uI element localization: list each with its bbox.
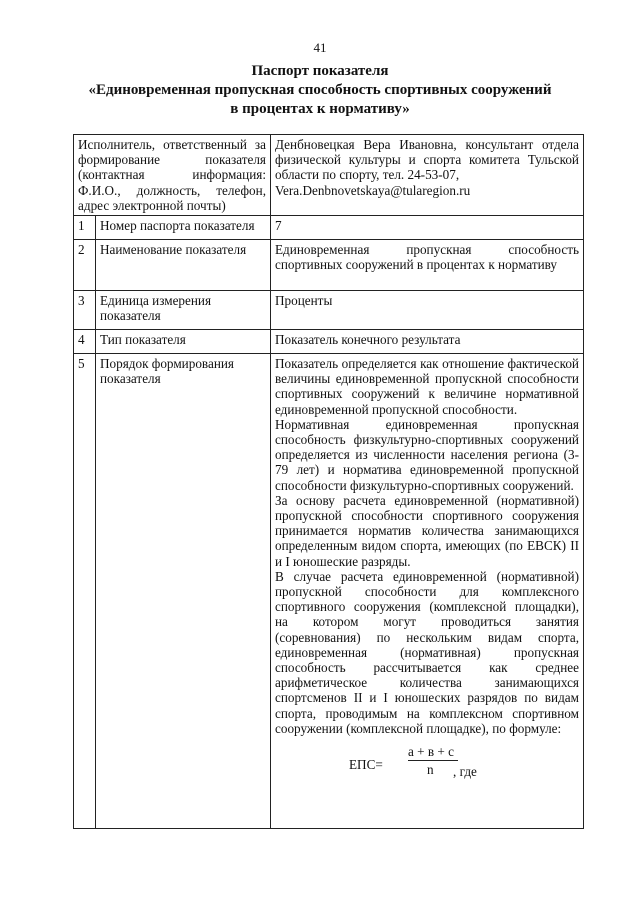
executor-label: Исполнитель, ответственный за формирование показателя (контактная информация: Ф.И.О., должность, телефон, адрес электронной почты) bbox=[74, 135, 271, 216]
row-number: 4 bbox=[74, 330, 96, 354]
row-label: Порядок формирования показателя bbox=[96, 354, 271, 829]
page-number: 41 bbox=[313, 40, 327, 55]
row-label: Тип показателя bbox=[96, 330, 271, 354]
row-value: Единовременная пропускная способность спортивных сооружений в процентах к нормативу bbox=[271, 240, 584, 291]
method-paragraph: Показатель определяется как отношение фактической величины единовременной пропускной способности спортивных сооружений к величине нормативной единовременной пропускной способности. bbox=[275, 356, 579, 417]
row-label: Номер паспорта показателя bbox=[96, 216, 271, 240]
eps-formula bbox=[275, 738, 579, 778]
table-row bbox=[74, 291, 584, 330]
row-number: 3 bbox=[74, 291, 96, 330]
table-row bbox=[74, 240, 584, 291]
formula-tail: , где bbox=[453, 764, 477, 780]
table-row bbox=[74, 330, 584, 354]
executor-contact: Денбновецкая Вера Ивановна, консультант отдела физической культуры и спорта комитета Тульской области по спорту, тел. 24-53-07, bbox=[275, 137, 579, 183]
formula-numerator: а + в + с bbox=[408, 744, 454, 760]
row-value: 7 bbox=[271, 216, 584, 240]
table-row bbox=[74, 216, 584, 240]
formula-lhs: ЕПС= bbox=[349, 757, 383, 773]
row-value: Показатель конечного результата bbox=[271, 330, 584, 354]
table-row bbox=[74, 354, 584, 829]
indicator-passport-table bbox=[73, 134, 584, 829]
row-value: Проценты bbox=[271, 291, 584, 330]
method-paragraph: В случае расчета единовременной (нормативной) пропускной способности для комплексного спортивного сооружения (комплексной площадки), на котором могут проводиться занятия (соревнования) по нескольким видам спорта, единовременная (нормативная) пропускная способность рассчитывается как среднее арифметическое количества занимающихся спортсменов II и I юношеских разрядов по видам спорта, проводимым на комплексном спортивном сооружении (комплексной площадке), по формуле: bbox=[275, 568, 579, 736]
title-line-3: в процентах к нормативу» bbox=[230, 101, 410, 117]
row-value bbox=[271, 354, 584, 829]
method-paragraph: Нормативная единовременная пропускная способность физкультурно-спортивных сооружений определяется из численности населения региона (3-79 лет) и норматива единовременной пропускной способности физкультурно-спортивных сооружений. bbox=[275, 416, 579, 493]
row-number: 1 bbox=[74, 216, 96, 240]
fraction-bar bbox=[408, 760, 458, 761]
title-line-2: «Единовременная пропускная способность спортивных сооружений bbox=[88, 82, 552, 98]
row-label: Единица измерения показателя bbox=[96, 291, 271, 330]
table-row bbox=[74, 135, 584, 216]
row-number: 5 bbox=[74, 354, 96, 829]
executor-email: Vera.Denbnovetskaya@tularegion.ru bbox=[275, 182, 471, 198]
method-paragraph: За основу расчета единовременной (нормативной) пропускной способности спортивного сооружения принимается норматив количества занимающихся определенным видом спорта, имеющих (по ЕВСК) II и I юношеские разряды. bbox=[275, 492, 579, 569]
title-line-1: Паспорт показателя bbox=[251, 63, 389, 79]
row-number: 2 bbox=[74, 240, 96, 291]
executor-value bbox=[271, 135, 584, 216]
row-label: Наименование показателя bbox=[96, 240, 271, 291]
formula-denominator: n bbox=[427, 762, 434, 778]
document-title bbox=[50, 62, 590, 119]
